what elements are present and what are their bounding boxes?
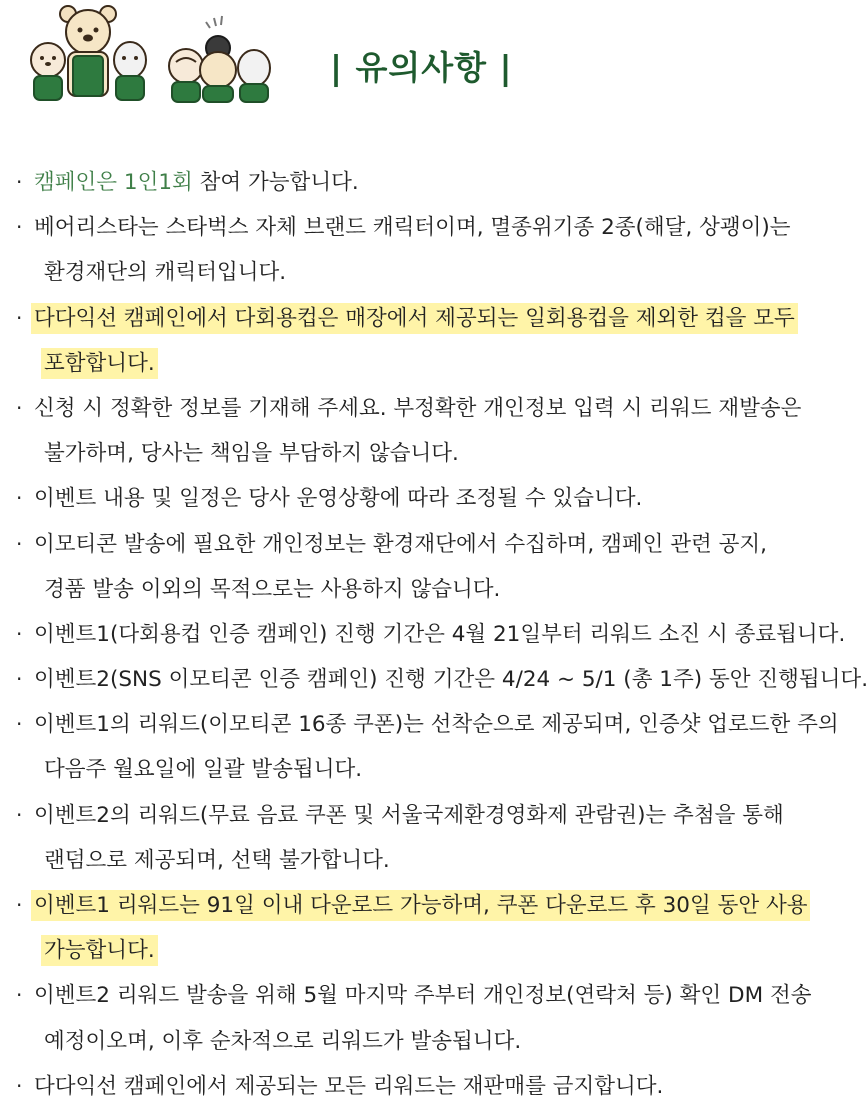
- notice-line: [34, 386, 854, 431]
- notice-text: 베어리스타는 스타벅스 자체 브랜드 캐릭터이며, 멸종위기종 2종(해달, 상괭이)는: [34, 215, 791, 241]
- notice-line: [34, 1064, 854, 1109]
- bullet-icon: ·: [16, 395, 23, 420]
- notice-line: [34, 431, 854, 476]
- notice-line: [34, 522, 854, 567]
- notice-line: [34, 702, 854, 747]
- notice-text: 예정이오며, 이후 순차적으로 리워드가 발송됩니다.: [44, 1028, 522, 1054]
- notice-list: [14, 160, 868, 1109]
- bullet-icon: ·: [16, 170, 23, 194]
- notice-text: 이모티콘 발송에 필요한 개인정보는 환경재단에서 수집하며, 캠페인 관련 공지,: [34, 531, 767, 557]
- notice-line: [34, 341, 854, 386]
- bear-mascot-icon: [60, 6, 116, 96]
- bear-mascot-back-icon: [200, 16, 236, 102]
- bullet-icon: ·: [16, 983, 23, 1008]
- notice-line: [34, 928, 854, 973]
- notice-text: 이벤트2 리워드 발송을 위해 5월 마지막 주부터 개인정보(연락처 등) 확인 DM 전송: [34, 983, 812, 1009]
- notice-item: [14, 160, 854, 205]
- notice-text: 다음주 월요일에 일괄 발송됩니다.: [44, 757, 363, 783]
- notice-line: [34, 1019, 854, 1064]
- notice-item: [14, 296, 854, 386]
- sea-otter-mascot-icon: [31, 43, 65, 100]
- page-title: | 유의사항 |: [330, 48, 513, 87]
- notice-accent-text: 캠페인은 1인1회: [34, 170, 193, 195]
- sea-otter-mascot-back-icon: [169, 49, 203, 102]
- notice-text: 참여 가능합니다.: [192, 170, 359, 195]
- notice-text: 다다익선 캠페인에서 다회용컵은 매장에서 제공되는 일회용컵을 제외한 컵을 모두: [34, 305, 795, 331]
- bullet-icon: ·: [16, 667, 23, 692]
- notice-line: [34, 747, 854, 792]
- porpoise-mascot-icon: [114, 42, 146, 100]
- notice-text: 랜덤으로 제공되며, 선택 불가합니다.: [44, 847, 390, 873]
- notice-text: 불가하며, 당사는 책임을 부담하지 않습니다.: [44, 441, 459, 467]
- notice-line: [34, 250, 854, 295]
- notice-text: 이벤트2의 리워드(무료 음료 쿠폰 및 서울국제환경영화제 관람권)는 추첨을 통해: [34, 802, 784, 828]
- notice-item: [14, 205, 854, 295]
- notice-item: [14, 386, 854, 476]
- notice-text: 신청 시 정확한 정보를 기재해 주세요. 부정확한 개인정보 입력 시 리워드 재발송은: [34, 395, 802, 421]
- bullet-icon: ·: [16, 486, 23, 511]
- notice-text: 이벤트 내용 및 일정은 당사 운영상황에 따라 조정될 수 있습니다.: [34, 486, 643, 512]
- notice-item: [14, 476, 854, 521]
- notice-line: [34, 973, 854, 1018]
- notice-line: [34, 838, 854, 883]
- bullet-icon: ·: [16, 712, 23, 737]
- notice-item: [14, 612, 854, 657]
- notice-text: 이벤트1 리워드는 91일 이내 다운로드 가능하며, 쿠폰 다운로드 후 30일 동안 사용: [34, 893, 808, 918]
- notice-item: [14, 1064, 854, 1109]
- notice-line: [34, 612, 854, 657]
- notice-item: [14, 973, 854, 1063]
- porpoise-mascot-back-icon: [238, 50, 270, 102]
- bullet-icon: ·: [16, 1073, 23, 1098]
- notice-item: [14, 883, 854, 973]
- notice-line: [34, 793, 854, 838]
- bullet-icon: ·: [16, 621, 23, 646]
- notice-text: 이벤트1의 리워드(이모티콘 16종 쿠폰)는 선착순으로 제공되며, 인증샷 업로드한 주의: [34, 712, 839, 738]
- notice-line: [34, 567, 854, 612]
- notice-line: [34, 883, 854, 928]
- notice-line: [34, 296, 854, 341]
- notice-line: [34, 476, 854, 521]
- notice-text: 경품 발송 이외의 목적으로는 사용하지 않습니다.: [44, 576, 501, 602]
- bearista-mascots-illustration: [18, 4, 278, 108]
- notice-line: [34, 160, 854, 205]
- notice-text: 이벤트1(다회용컵 인증 캠페인) 진행 기간은 4월 21일부터 리워드 소진 시 종료됩니다.: [34, 621, 846, 647]
- notice-item: [14, 793, 854, 883]
- notice-item: [14, 702, 854, 792]
- notice-item: [14, 657, 868, 702]
- notice-text: 환경재단의 캐릭터입니다.: [44, 260, 287, 286]
- notice-text: 다다익선 캠페인에서 제공되는 모든 리워드는 재판매를 금지합니다.: [34, 1073, 664, 1099]
- notice-text: 이벤트2(SNS 이모티콘 인증 캠페인) 진행 기간은 4/24 ~ 5/1 (총 1주) 동안 진행됩니다.: [34, 667, 868, 693]
- bullet-icon: ·: [16, 893, 23, 917]
- notice-line: [34, 205, 854, 250]
- notice-text: 가능합니다.: [44, 938, 155, 964]
- bullet-icon: ·: [16, 215, 23, 240]
- bullet-icon: ·: [16, 802, 23, 827]
- bullet-icon: ·: [16, 531, 23, 556]
- bullet-icon: ·: [16, 305, 23, 330]
- notice-line: [34, 657, 868, 702]
- notice-item: [14, 522, 854, 612]
- header: [0, 0, 868, 120]
- notice-text: 포함합니다.: [44, 350, 155, 376]
